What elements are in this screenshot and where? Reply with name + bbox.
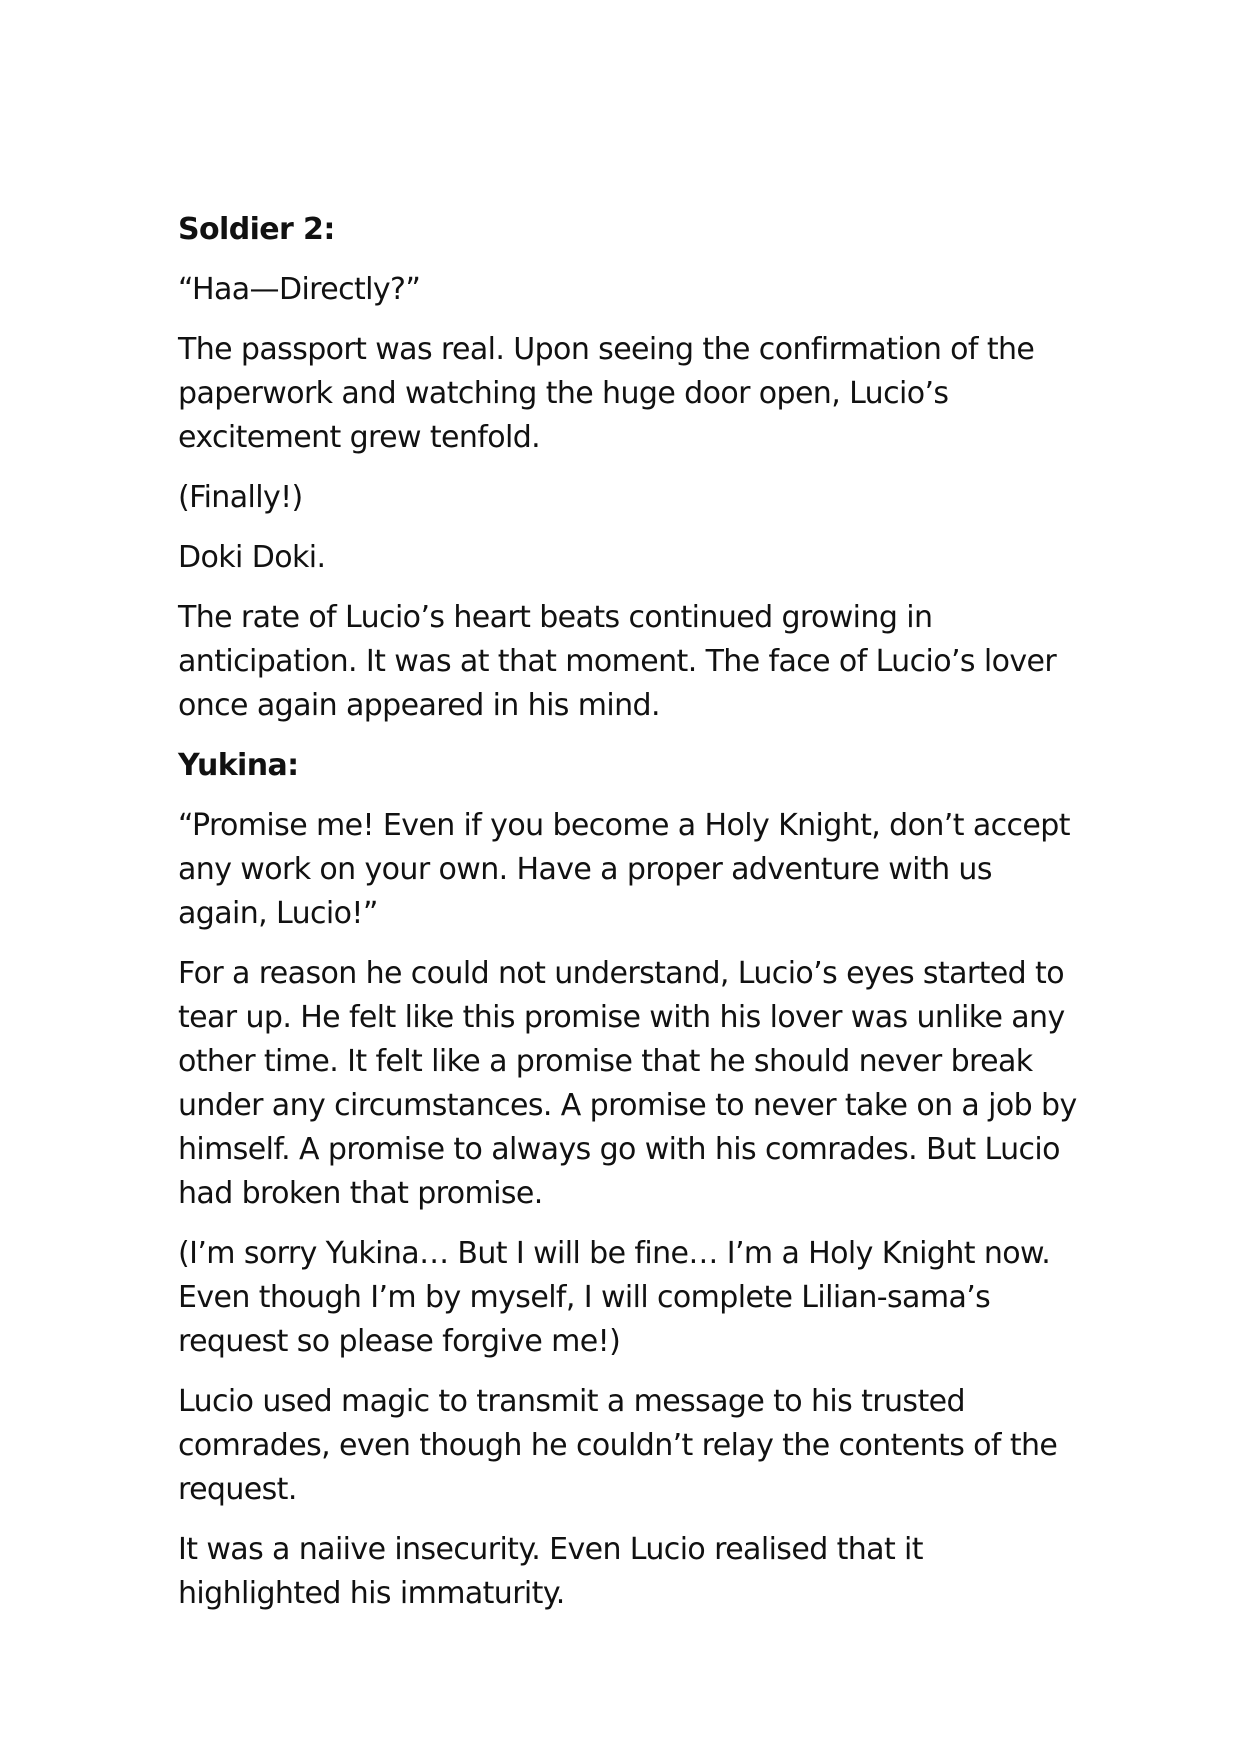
narration-paragraph: Lucio used magic to transmit a message to his trusted comrades, even though he couldn’t relay the contents of the request.: [178, 1384, 1058, 1507]
thought-line: (I’m sorry Yukina… But I will be fine… I’m a Holy Knight now. Even though I’m by myself, I will complete Lilian-sama’s request so please forgive me!): [178, 1236, 1051, 1359]
speaker-label: Soldier 2:: [178, 212, 335, 247]
narration-paragraph: It was a naiive insecurity. Even Lucio realised that it highlighted his immaturity.: [178, 1532, 923, 1611]
narration-paragraph: Doki Doki.: [178, 540, 326, 575]
dialogue-line: “Haa—Directly?”: [178, 272, 421, 307]
document-body: [178, 208, 1078, 1632]
dialogue-line: “Promise me! Even if you become a Holy Knight, don’t accept any work on your own. Have a proper adventure with us again, Lucio!”: [178, 808, 1070, 931]
thought-line: (Finally!): [178, 480, 303, 515]
narration-paragraph: The passport was real. Upon seeing the confirmation of the paperwork and watching the huge door open, Lucio’s excitement grew tenfold.: [178, 332, 1035, 455]
narration-paragraph: The rate of Lucio’s heart beats continued growing in anticipation. It was at that moment. The face of Lucio’s lover once again appeared in his mind.: [178, 600, 1057, 723]
speaker-label: Yukina:: [178, 748, 299, 783]
narration-paragraph: For a reason he could not understand, Lucio’s eyes started to tear up. He felt like this promise with his lover was unlike any other time. It felt like a promise that he should never break under any circumstances. A promise to never take on a job by himself. A promise to always go with his comrades. But Lucio had broken that promise.: [178, 956, 1077, 1211]
